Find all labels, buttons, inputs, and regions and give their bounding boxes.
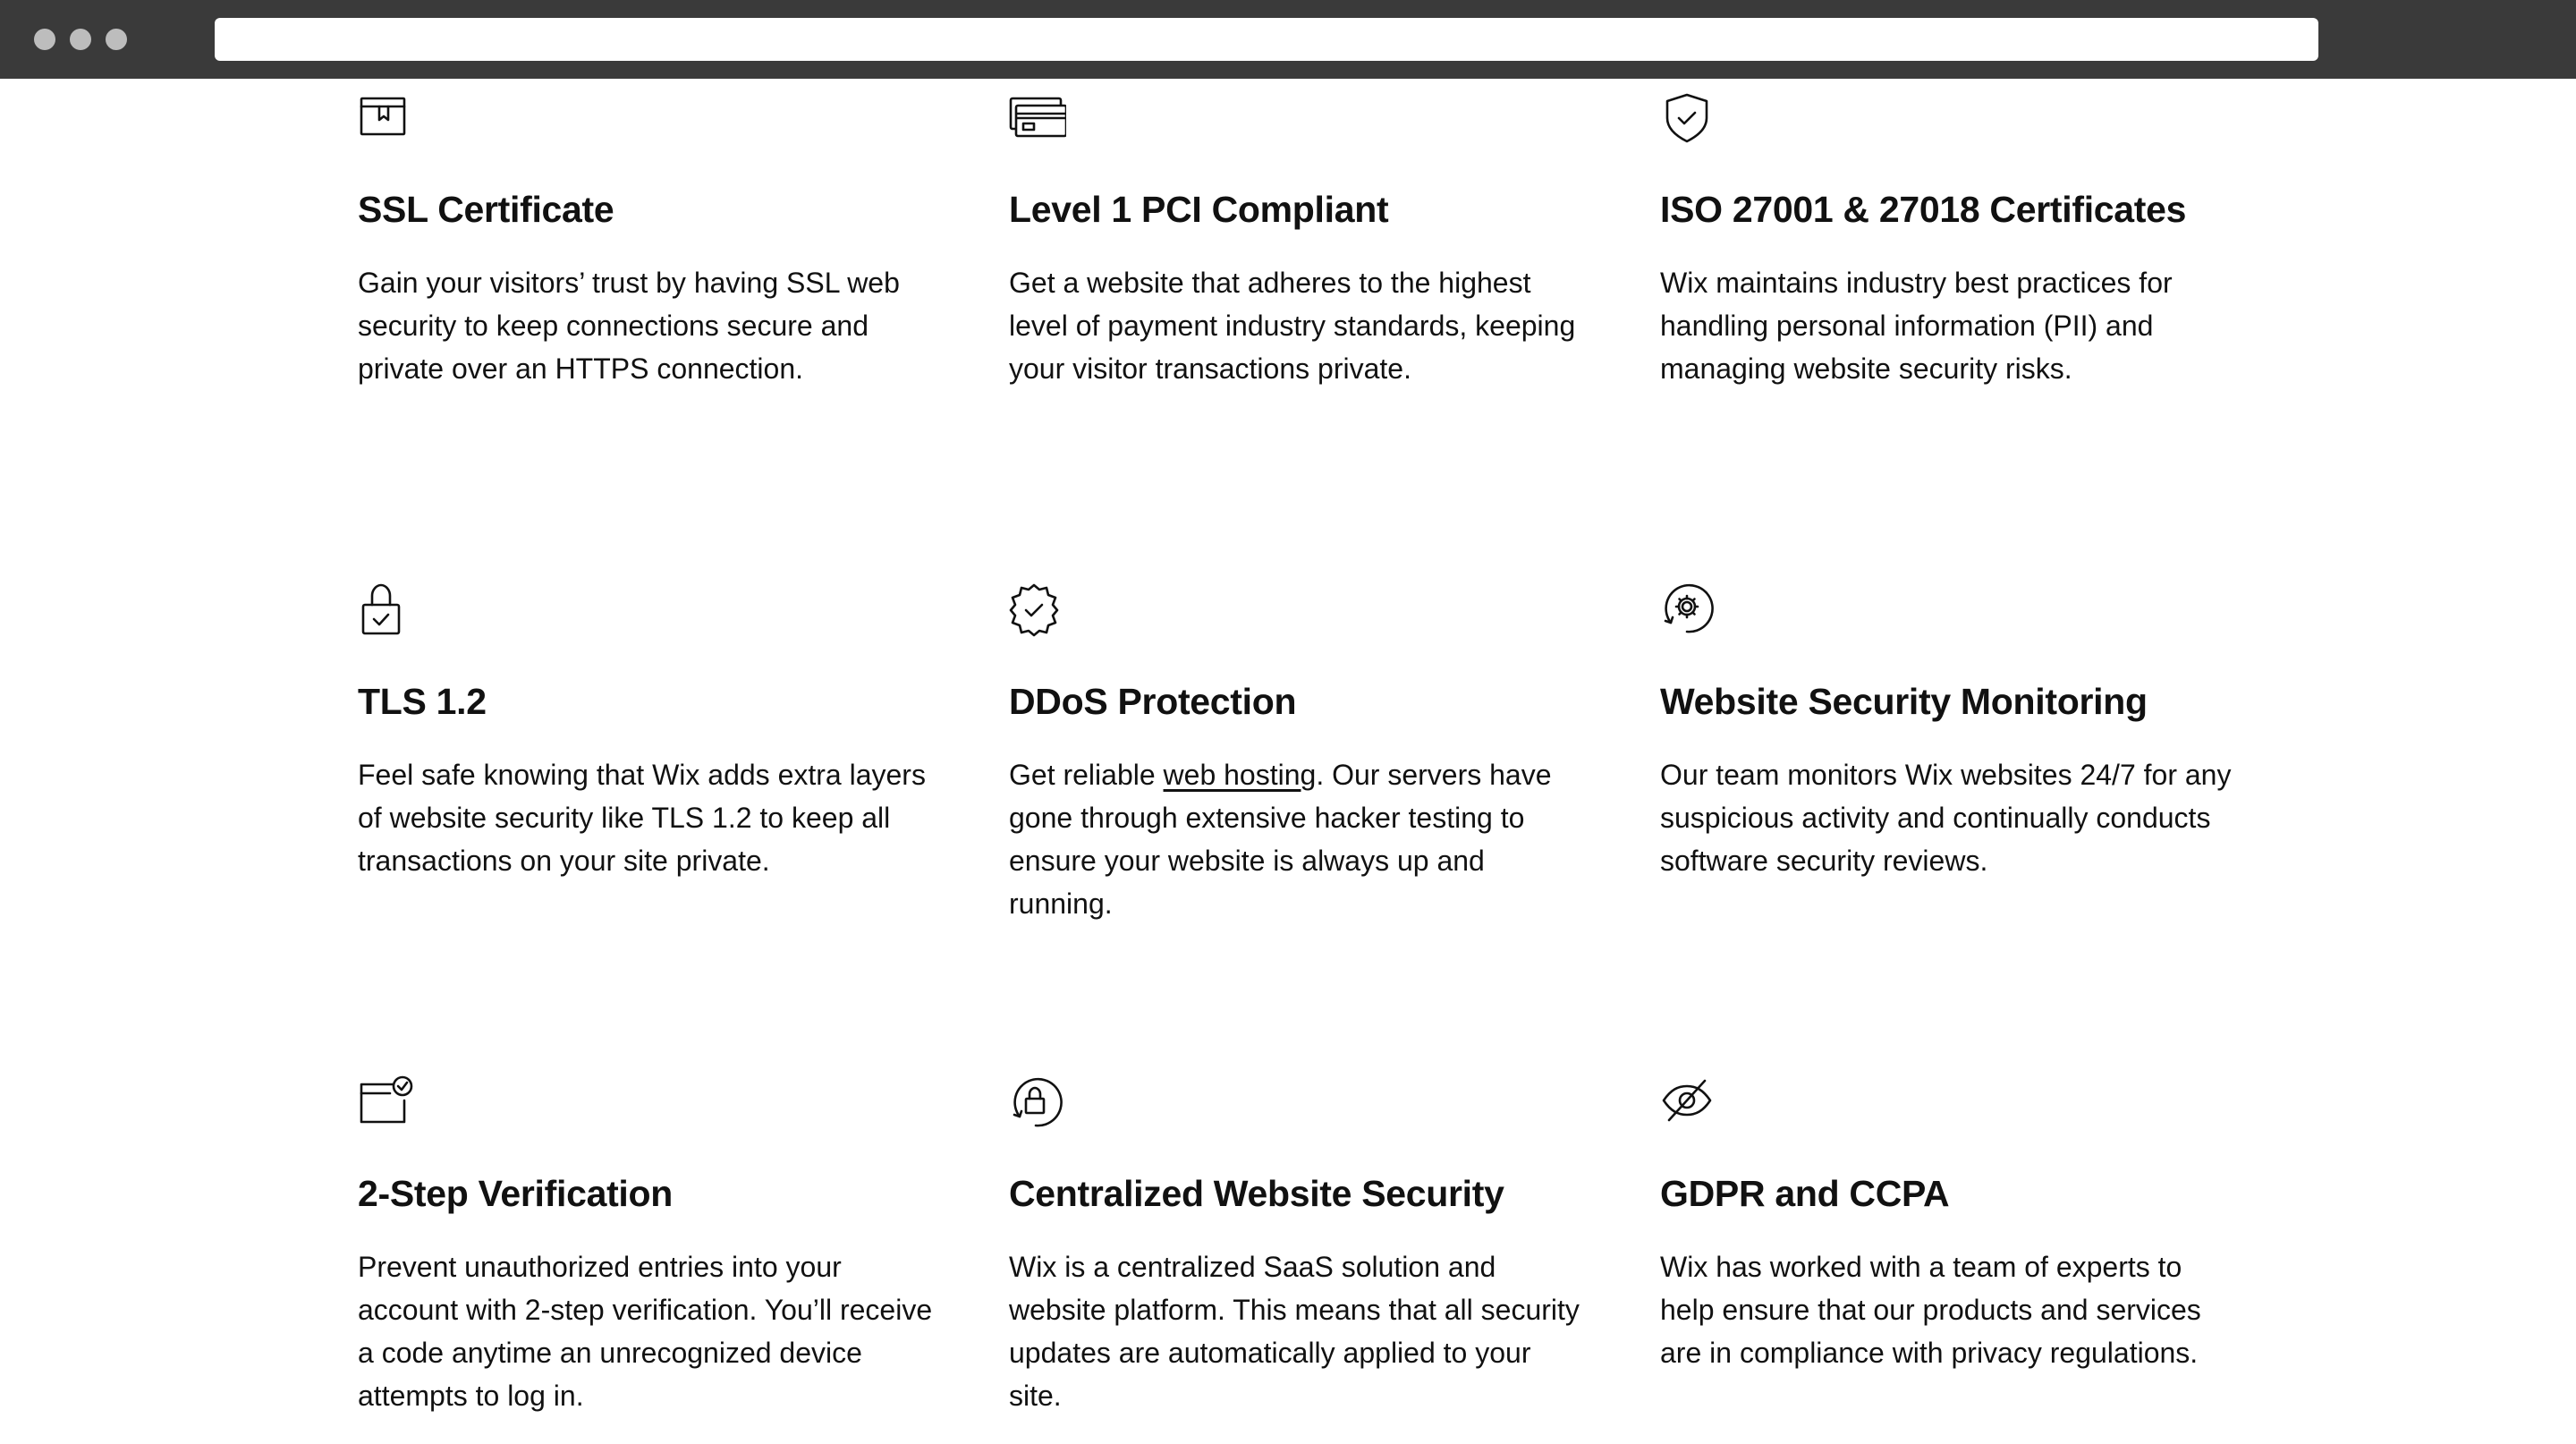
feature-description: Wix has worked with a team of experts to help ensure that our products and services are in compliance with privacy regulations. [1660,1251,2201,1369]
feature-description [1009,753,1590,925]
feature-title: ISO 27001 & 27018 Certificates [1660,189,2187,230]
eye-off-icon [1660,1074,1717,1131]
maximize-window-button[interactable] [106,29,127,50]
shield-check-icon [1660,89,1717,147]
feature-title: Website Security Monitoring [1660,681,2148,722]
description-text: . Our servers have gone through extensive hacker testing to ensure your website is always up and running. [1009,759,1552,920]
description-text: Get reliable [1009,759,1164,791]
browser-toolbar [0,0,2576,79]
certificate-icon [358,89,415,147]
badge-check-icon [1009,582,1066,639]
feature-description: Our team monitors Wix websites 24/7 for any suspicious activity and continually conducts software security reviews. [1660,759,2232,877]
feature-title: DDoS Protection [1009,681,1297,722]
address-bar[interactable] [215,18,2318,61]
browser-check-icon [358,1074,415,1131]
feature-title: Level 1 PCI Compliant [1009,189,1389,230]
feature-title: TLS 1.2 [358,681,487,722]
minimize-window-button[interactable] [70,29,91,50]
feature-description: Prevent unauthorized entries into your account with 2-step verification. You’ll receive a code anytime an unrecognized device attempts to log in. [358,1251,933,1412]
lock-check-icon [358,582,415,639]
lock-refresh-icon [1009,1074,1066,1131]
feature-description: Get a website that adheres to the highest level of payment industry standards, keeping your visitor transactions private. [1009,267,1576,385]
feature-title: SSL Certificate [358,189,614,230]
close-window-button[interactable] [34,29,55,50]
window-controls [34,29,127,50]
web-hosting-link[interactable]: web hosting [1163,759,1317,791]
security-features-grid [0,79,2576,1444]
feature-description: Gain your visitors’ trust by having SSL web security to keep connections secure and private over an HTTPS connection. [358,267,900,385]
feature-description: Wix is a centralized SaaS solution and website platform. This means that all security updates are automatically applied to your site. [1009,1251,1580,1412]
feature-title: Centralized Website Security [1009,1173,1504,1214]
feature-description: Wix maintains industry best practices for handling personal information (PII) and managing website security risks. [1660,267,2173,385]
feature-description: Feel safe knowing that Wix adds extra layers of website security like TLS 1.2 to keep all transactions on your site private. [358,759,926,877]
feature-title: GDPR and CCPA [1660,1173,1950,1214]
credit-cards-icon [1009,89,1066,147]
gear-refresh-icon [1660,582,1717,639]
feature-title: 2-Step Verification [358,1173,674,1214]
